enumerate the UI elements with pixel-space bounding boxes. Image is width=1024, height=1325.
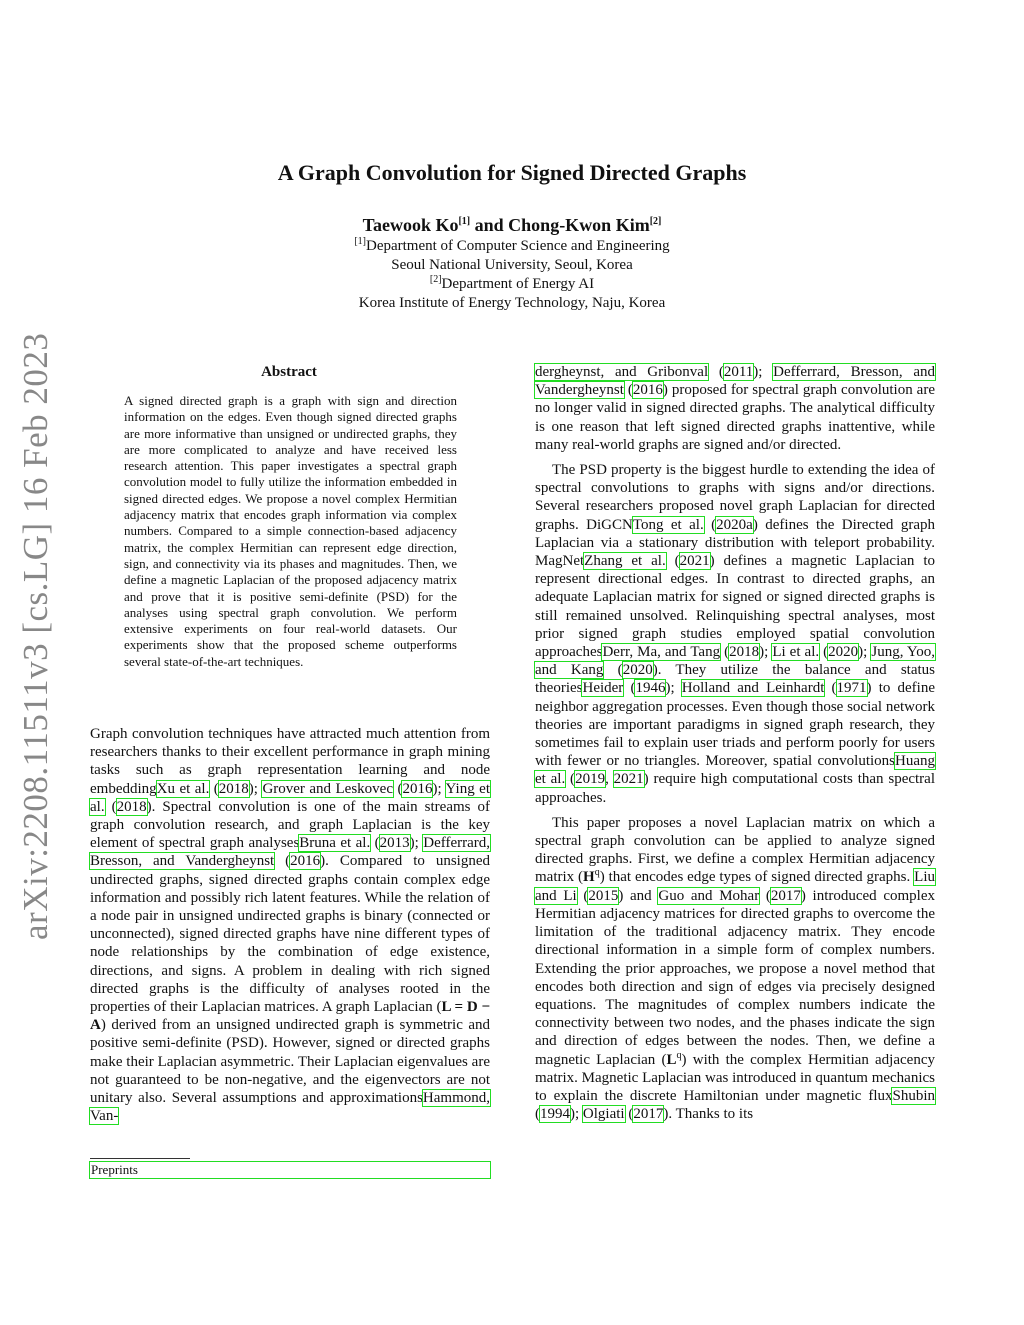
text-run: ) derived from an unsigned undirected graph is symmetric and positive semi-definite (PSD). However, signed or directed graphs make their Laplacian asymmetric. Their Laplacian eigenvalues are not guaranteed to be non-negative, and the eigenvectors are not unitary also. Several assumptions and approximations [90, 1017, 490, 1107]
laplacian-equation: L = D − A [90, 999, 490, 1034]
author-1-mark: [1] [458, 216, 471, 227]
arxiv-sidebar-id: arXiv:2208.11511v3 [cs.LG] 16 Feb 2023 [16, 332, 55, 940]
affiliation-1-text: Department of Computer Science and Engineering [366, 238, 670, 254]
affiliation-1-line-1 [0, 237, 1024, 256]
citation-link[interactable]: Derr, Ma, and Tang [602, 644, 721, 661]
text-run: Graph convolution techniques have attracted much attention from researchers thanks to their excellent performance in graph mining tasks such as graph representation learning and node embedding [90, 726, 490, 797]
citation-year-link[interactable]: 1946 [635, 680, 666, 697]
text-run: to define neighbor aggregation processes. Even though those social network theories are important paradigms in signed graph research, they sometimes fail to explain user triads and perform poorly for users with fewer or no triangles. Moreover, spatial convolutions [535, 680, 936, 770]
footnote [90, 1162, 490, 1178]
intro-paragraph-1: Graph convolution techniques have attracted much attention from researchers thanks to their excellent performance in graph mining tasks such as graph representation learning and node embeddingXu et al. (2018); Grover and Leskovec (2016); Ying et al. (2018). Spectral convolution is one of the main streams of graph convolution research, and graph Laplacian is the key element of spectral graph analysesBruna et al. (2013); Defferrard, Bresson, and Vandergheynst (2016). Compared to unsigned undirected graphs, signed directed graphs contain complex edge information and possibly rich latent features. While the relation of a node pair in unsigned undirected graphs is binary (connected or unconnected), signed directed graphs have nine different types of node relationships by the combination of edge existence, directions, and signs. A problem in dealing with rich signed directed graphs is the difficulty of analyses rooted in the properties of their Laplacian matrices. A graph Laplacian (L = D − A) derived from an unsigned undirected graph is symmetric and positive semi-definite (PSD). However, signed or directed graphs make their Laplacian asymmetric. Their Laplacian eigenvalues are not guaranteed to be non-negative, and the eigenvectors are not unitary also. Several assumptions and approximationsHammond, Van- [90, 726, 490, 1125]
footnote-rule [90, 1158, 190, 1159]
citation-year-link[interactable]: 2016 [290, 853, 321, 870]
text-run: . They utilize the balance and status theories [535, 662, 936, 697]
citation-year-link[interactable]: 2021 [613, 771, 644, 788]
intro-paragraph-1-cont: dergheynst, and Gribonval (2011); Defferrard, Bresson, and Vandergheynst (2016) proposed for spectral graph convolution are no longer valid in signed directed graphs. The analytical difficulty is one reason that left signed directed graphs inattentive, while many real-world graphs are signed and/or directed. [535, 364, 935, 453]
text-run: . Compared to unsigned undirected graphs, signed directed graphs contain complex edge information and possibly rich latent features. While the relation of a node pair in unsigned undirected graphs is binary (connected or unconnected), signed directed graphs have nine different types of node relationships by the combination of edge existence, directions, and signs. A problem in dealing with rich signed directed graphs is the difficulty of analyses rooted in the properties of their Laplacian matrices. A graph Laplacian ( [90, 853, 490, 1016]
intro-paragraph-2: The PSD property is the biggest hurdle to extending the idea of spectral convolutions to graphs with signs and/or directions. Several researchers proposed novel graph Laplacian for directed graphs. DiGCNTong et al. (2020a) defines the Directed graph Laplacian via a stationary distribution with teleport probability. MagNetZhang et al. (2021) defines a magnetic Laplacian to represent directional edges. In contrast to directed graphs, an adequate Laplacian matrix for signed or signed directed graphs is still remained unsolved. Relinquishing spectral analyses, most prior signed graph studies employed spatial convolution approachesDerr, Ma, and Tang (2018); Li et al. (2020); Jung, Yoo, and Kang (2020). They utilize the balance and status theoriesHeider (1946); Holland and Leinhardt (1971) to define neighbor aggregation processes. Even though those social network theories are important paradigms in signed graph research, they sometimes fail to explain user triads and perform poorly for users with fewer or no triangles. Moreover, spatial convolutionsHuang et al. (2019, 2021) require high computational costs than spectral approaches. [535, 462, 936, 806]
citation-link[interactable]: Hammond, Van- [90, 1090, 490, 1125]
text-run: This paper proposes a novel Laplacian matrix on which a spectral graph convolution can be applied to analyze signed directed graphs. First, we define a complex Hermitian adjacency matrix ( [535, 814, 935, 886]
laplacian-superscript: q [676, 1049, 682, 1061]
citation-year-link[interactable]: 2020 [622, 662, 653, 679]
citation-link[interactable]: Guo and Mohar [658, 887, 760, 904]
laplacian-symbol: L [666, 1051, 677, 1068]
citation-link[interactable]: Ying et al. [90, 780, 490, 815]
text-run: defines the Directed graph Laplacian via a stationary distribution with teleport probability. MagNet [535, 516, 935, 570]
paper-title: A Graph Convolution for Signed Directed Graphs [277, 160, 747, 185]
citation-year-link[interactable]: 1971 [836, 680, 867, 697]
citation-year-link[interactable]: 2018 [116, 798, 147, 815]
citation-year-link[interactable]: 2021 [679, 553, 710, 570]
text-run: The PSD property is the biggest hurdle to extending the idea of spectral convolutions to graphs with signs and/or directions. Several researchers proposed novel graph Laplacian for directed graphs. DiGCN [535, 462, 935, 533]
citation-year-link[interactable]: 2015 [588, 887, 619, 904]
citation-year-link[interactable]: 1994 [540, 1106, 570, 1123]
citation-link[interactable]: Zhang et al. [584, 553, 666, 570]
citation-year-link[interactable]: 2020 [828, 644, 859, 661]
text-run: ) that encodes edge types of signed directed graphs. [599, 869, 915, 886]
citation-link[interactable]: Li et al. [772, 644, 820, 661]
citation-link[interactable]: Heider [582, 680, 624, 697]
citation-link[interactable]: Liu and Li [535, 869, 935, 904]
author-2: Chong-Kwon Kim [508, 215, 650, 235]
citation-year-link[interactable]: 2020a [716, 516, 753, 533]
text-run: introduced complex Hermitian adjacency matrices for directed graphs to overcome the limitation of the traditional adjacency matrix. They encode directional information in a simple form of complex numbers. Extending the prior approaches, we propose a novel method that encodes both direction and sign of edges via precisely designed equations. The magnitudes of complex numbers indicate the connectivity between two nodes, and the phases indicate the sign and direction of edges between the nodes. Then, we define a magnetic Laplacian ( [535, 887, 936, 1068]
text-run: proposed for spectral graph convolution are no longer valid in signed directed graphs. The analytical difficulty is one reason that left signed directed graphs inattentive, while many real-world graphs are signed and/or directed. [535, 382, 935, 453]
left-column [90, 725, 490, 1125]
text-run: ) with the complex Hermitian adjacency matrix. Magnetic Laplacian was introduced in quantum mechanics to explain the discrete Hamiltonian under magnetic flux [535, 1051, 935, 1104]
citation-link[interactable]: dergheynst, and Gribonval [535, 364, 709, 380]
citation-year-link[interactable]: 2018 [218, 780, 249, 797]
citation-year-link[interactable]: 2013 [379, 835, 410, 852]
affiliation-2-line-2: Korea Institute of Energy Technology, Naju, Korea [358, 295, 666, 311]
citation-link[interactable]: Defferrard, Bresson, and Vandergheynst [535, 364, 935, 399]
footnote-link[interactable]: Preprints [90, 1162, 490, 1178]
citation-year-link[interactable]: 2011 [723, 364, 754, 380]
right-column [535, 363, 935, 1130]
text-run: . Thanks to its [668, 1106, 754, 1123]
abstract-heading: Abstract [261, 364, 317, 380]
author-names [0, 214, 1024, 236]
affiliation-1-line-2: Seoul National University, Seoul, Korea [391, 257, 633, 273]
author-and: and [470, 215, 509, 235]
author-2-mark: [2] [649, 216, 662, 227]
citation-year-link[interactable]: 2016 [632, 382, 663, 399]
citation-link[interactable]: Holland and Leinhardt [681, 680, 825, 697]
text-run: require high computational costs than spectral approaches. [535, 771, 936, 806]
text-run: . Spectral convolution is one of the main streams of graph convolution research, and graph Laplacian is the key element of spectral graph analyses [90, 798, 490, 852]
abstract-text: A signed directed graph is a graph with sign and direction information on the edges. Even though signed directed graphs are more informative than unsigned or undirected graphs, they are more complicated to analyze and have received less research attention. This paper investigates a spectral graph convolution model to fully utilize the information embedded in signed directed edges. We propose a novel complex Hermitian adjacency matrix that encodes graph information via complex numbers. Compared to a simple connection-based adjacency matrix, the complex Hermitian can represent edge direction, sign, and connectivity via its phases and magnitudes. Then, we define a magnetic Laplacian of the proposed adjacency matrix and prove that it is positive semi-definite (PSD) for the analyses using spectral graph convolution. We perform extensive experiments on four real-world datasets. Our experiments show that the proposed scheme outperforms several state-of-the-art techniques. [124, 393, 457, 669]
citation-link[interactable]: Olgiati [582, 1106, 625, 1123]
citation-link[interactable]: Grover and Leskovec [262, 780, 393, 797]
affiliation-1-mark: [1] [354, 236, 366, 247]
author-1: Taewook Ko [362, 215, 459, 235]
text-run: defines a magnetic Laplacian to represent directional edges. In contrast to directed graphs, an adequate Laplacian matrix for signed or signed directed graphs is still remained unsolved. Relinquishing spectral analyses, most prior signed graph studies employed spatial convolution approaches [535, 553, 935, 661]
citation-year-link[interactable]: 2018 [729, 644, 760, 661]
citation-link[interactable]: Bruna et al. [299, 835, 371, 852]
hermitian-superscript: q [594, 867, 600, 879]
author-block [0, 214, 1024, 313]
hermitian-symbol: H [583, 869, 595, 886]
citation-year-link[interactable]: 2019 [575, 771, 606, 788]
affiliation-2-line-1 [0, 275, 1024, 294]
affiliation-2-text: Department of Energy AI [441, 276, 595, 292]
citation-link[interactable]: Tong et al. [632, 516, 704, 533]
citation-year-link[interactable]: 2017 [770, 887, 801, 904]
citation-link[interactable]: Shubin [892, 1087, 935, 1104]
citation-year-link[interactable]: 2016 [402, 780, 433, 797]
citation-link[interactable]: Jung, Yoo, and Kang [535, 644, 935, 679]
citation-year-link[interactable]: 2017 [633, 1106, 664, 1123]
intro-paragraph-3: This paper proposes a novel Laplacian matrix on which a spectral graph convolution can be applied to analyze signed directed graphs. First, we define a complex Hermitian adjacency matrix $(H^q)$ that encodes edge types of signed directed graphs. Liu and Li (2015) and Guo and Mohar (2017) introduced complex Hermitian adjacency matrices for directed graphs to overcome the limitation of the traditional adjacency matrix. They encode directional information in a simple form of complex numbers. Extending the prior approaches, we propose a novel method that encodes both direction and sign of edges via precisely designed equations. The magnitudes of complex numbers indicate the connectivity between two nodes, and the phases indicate the sign and direction of edges between the nodes. Then, we define a magnetic Laplacian $(L^q)$ with the complex Hermitian adjacency matrix. Magnetic Laplacian was introduced in quantum mechanics to explain the discrete Hamiltonian under magnetic fluxShubin (1994); Olgiati (2017). Thanks to its [535, 814, 936, 1123]
affiliation-2-mark: [2] [429, 274, 442, 285]
citation-link[interactable]: Defferrard, Bresson, and Vandergheynst [90, 835, 490, 870]
citation-link[interactable]: Huang et al. [535, 753, 935, 788]
citation-link[interactable]: Xu et al. [156, 780, 210, 797]
